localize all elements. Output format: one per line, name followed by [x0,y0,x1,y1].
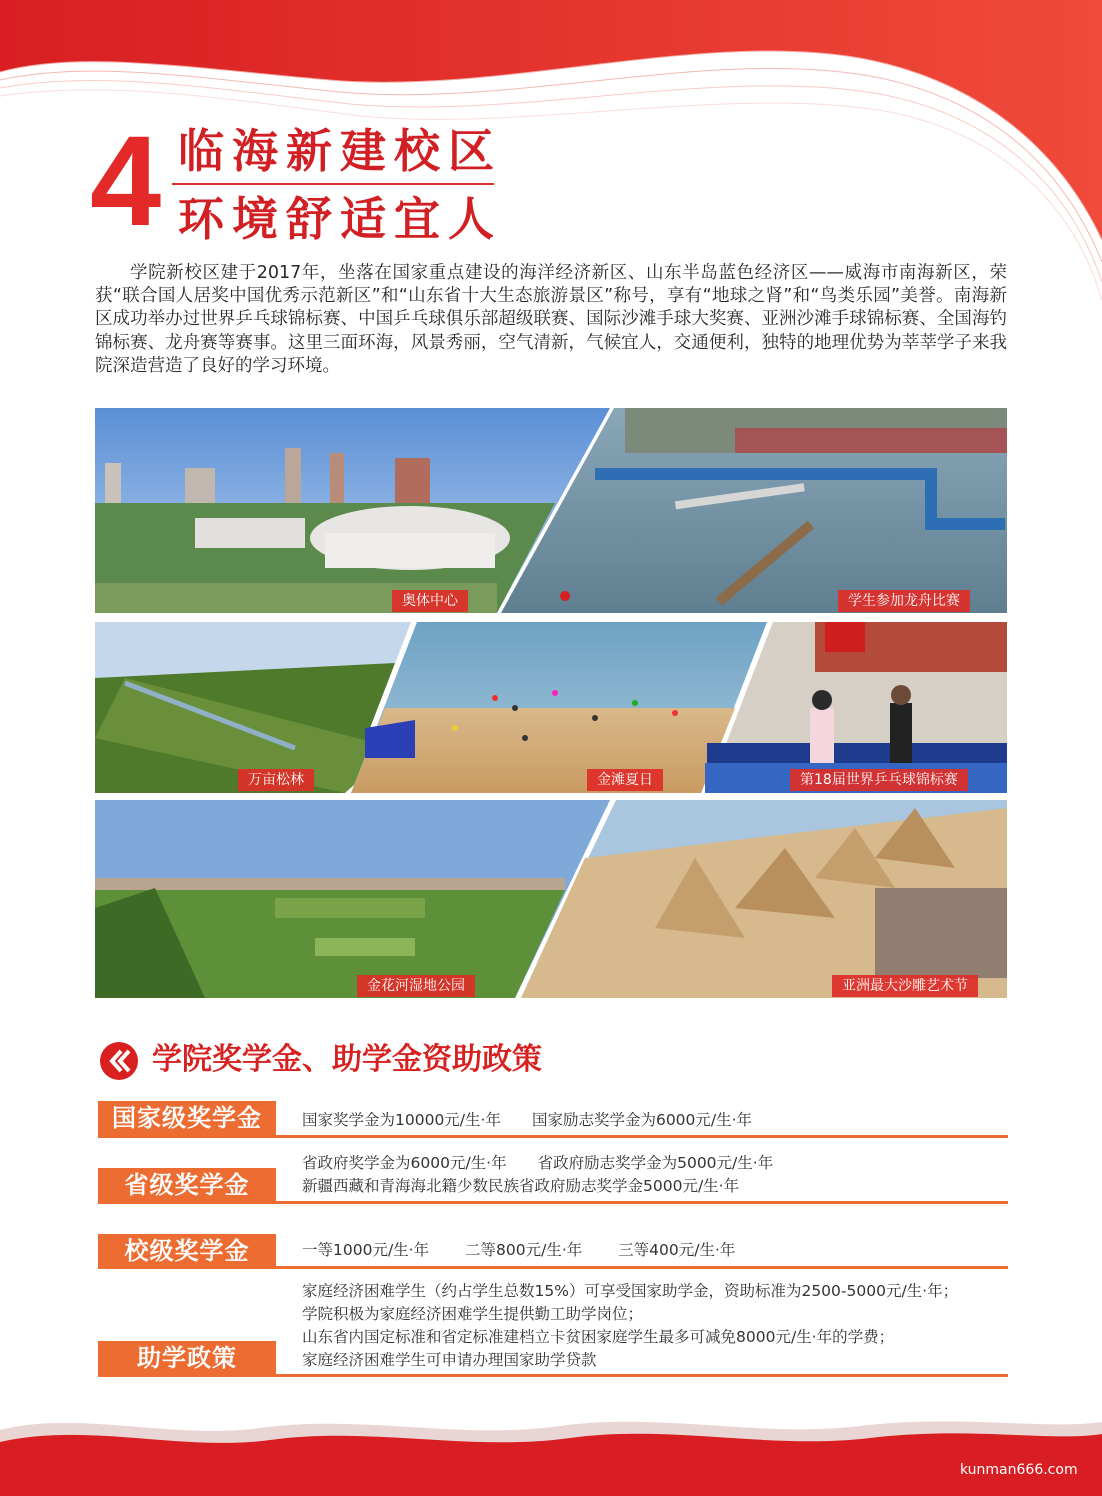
caption-olympic-center: 奥体中心 [392,590,468,612]
provincial-scholarship-text-1: 省政府奖学金为6000元/生·年 省政府励志奖学金为5000元/生·年 [302,1154,774,1172]
financial-aid-text-4: 家庭经济困难学生可申请办理国家助学贷款 [302,1351,597,1369]
photo-golden-beach [351,622,767,793]
section-number: 4 [90,110,162,253]
caption-wetland-park: 金花河湿地公园 [357,975,475,997]
national-scholarship-text: 国家奖学金为10000元/生·年 国家励志奖学金为6000元/生·年 [302,1111,753,1129]
intro-paragraph: 学院新校区建于2017年，坐落在国家重点建设的海洋经济新区、山东半岛蓝色经济区——威海市南海新区，荣获“联合国人居奖中国优秀示范新区”和“山东省十大生态旅游景区”称号，享有“地球之肾”和“鸟类乐园”美誉。南海新区成功举办过世界乒乓球锦标赛、中国乒乓球俱乐部超级联赛、国际沙滩手球大奖赛、亚洲沙滩手球锦标赛、全国海钓锦标赛、龙舟赛等赛事。这里三面环海，风景秀丽，空气清新，气候宜人，交通便利，独特的地理优势为莘莘学子来我院深造营造了良好的学习环境。 [95,263,1007,376]
row-divider [98,1266,1008,1269]
photo-wetland-park [95,800,610,998]
provincial-scholarship-text-2: 新疆西藏和青海海北籍少数民族省政府励志奖学金5000元/生·年 [302,1177,740,1195]
row-divider [98,1135,1008,1138]
caption-pine-forest: 万亩松林 [238,769,314,791]
tag-provincial-scholarship: 省级奖学金 [98,1168,276,1202]
school-scholarship-text: 一等1000元/生·年 二等800元/生·年 三等400元/生·年 [302,1241,736,1259]
bottom-wave-decoration [0,1400,1102,1496]
tag-school-scholarship: 校级奖学金 [98,1234,276,1268]
financial-aid-text-3: 山东省内国定标准和省定标准建档立卡贫困家庭学生最多可减免8000元/生·年的学费； [302,1328,895,1346]
title-line-1: 临海新建校区 [178,124,502,178]
caption-table-tennis: 第18届世界乒乓球锦标赛 [790,769,968,791]
title-divider [172,183,494,185]
row-divider [98,1201,1008,1204]
financial-aid-text-1: 家庭经济困难学生（约占学生总数15%）可享受国家助学金，资助标准为2500-5000元/生·年； [302,1282,959,1300]
watermark: kunman666.com [960,1462,1078,1478]
top-wave-decoration [0,0,1102,300]
caption-dragon-boat: 学生参加龙舟比赛 [838,590,970,612]
tag-financial-aid: 助学政策 [98,1341,276,1375]
photo-collage [95,408,1007,1000]
title-line-2: 环境舒适宜人 [178,192,502,246]
double-chevron-icon [99,1041,139,1081]
caption-sand-sculpture: 亚洲最大沙雕艺术节 [832,975,978,997]
policy-heading: 学院奖学金、助学金资助政策 [152,1042,542,1077]
caption-golden-beach: 金滩夏日 [587,769,663,791]
financial-aid-text-2: 学院积极为家庭经济困难学生提供勤工助学岗位； [302,1305,644,1323]
row-divider [98,1374,1008,1377]
tag-national-scholarship: 国家级奖学金 [98,1101,276,1135]
